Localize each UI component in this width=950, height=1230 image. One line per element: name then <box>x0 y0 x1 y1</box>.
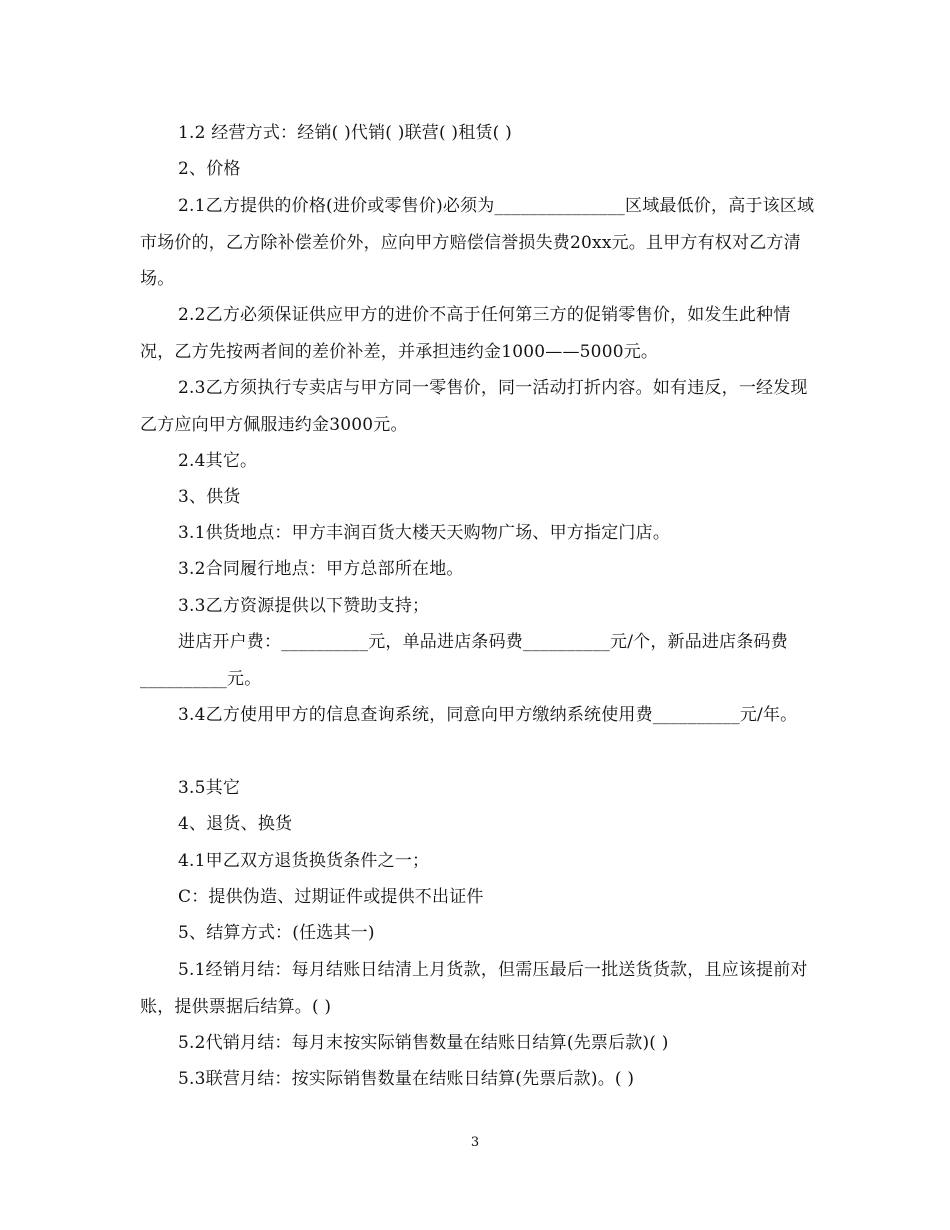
paragraph-1-2-business-mode: 1.2 经营方式：经销( )代销( )联营( )租赁( ) <box>178 123 512 143</box>
paragraph-5-3: 5.3联营月结：按实际销售数量在结账日结算(先票后款)。( ) <box>178 1069 635 1089</box>
heading-3-supply: 3、供货 <box>178 487 241 507</box>
paragraph-2-4: 2.4其它。 <box>178 451 258 471</box>
heading-2-price: 2、价格 <box>178 159 241 179</box>
heading-5-settlement: 5、结算方式：(任选其一) <box>178 923 375 943</box>
paragraph-entry-fees: 进店开户费：__________元，单品进店条码费__________元/个，新品进店条码费__________元。 <box>140 632 788 689</box>
paragraph-2-3: 2.3乙方须执行专卖店与甲方同一零售价，同一活动打折内容。如有违反，一经发现乙方应向甲方佩服违约金3000元。 <box>140 378 808 435</box>
paragraph-4-1: 4.1甲乙双方退货换货条件之一； <box>178 851 430 871</box>
paragraph-2-2: 2.2乙方必须保证供应甲方的进价不高于任何第三方的促销零售价，如发生此种情况，乙方先按两者间的差价补差，并承担违约金1000——5000元。 <box>140 305 791 362</box>
paragraph-2-1: 2.1乙方提供的价格(进价或零售价)必须为_______________区域最低价，高于该区域市场价的，乙方除补偿差价外，应向甲方赔偿信誉损失费20xx元。且甲方有权对乙方清场。 <box>140 196 815 289</box>
heading-4-returns: 4、退货、换货 <box>178 814 293 834</box>
paragraph-5-2: 5.2代销月结：每月末按实际销售数量在结账日结算(先票后款)( ) <box>178 1033 669 1053</box>
page-number: 3 <box>470 1135 480 1150</box>
paragraph-3-1: 3.1供货地点：甲方丰润百货大楼天天购物广场、甲方指定门店。 <box>178 523 671 543</box>
paragraph-3-3: 3.3乙方资源提供以下赞助支持； <box>178 596 430 616</box>
paragraph-c: C：提供伪造、过期证件或提供不出证件 <box>178 887 484 907</box>
paragraph-3-4: 3.4乙方使用甲方的信息查询系统，同意向甲方缴纳系统使用费__________元/年。 <box>178 705 798 725</box>
paragraph-3-5: 3.5其它 <box>178 778 241 798</box>
paragraph-5-1: 5.1经销月结：每月结账日结清上月货款，但需压最后一批送货货款，且应该提前对账，提供票据后结算。( ) <box>140 960 808 1017</box>
paragraph-3-2: 3.2合同履行地点：甲方总部所在地。 <box>178 559 464 579</box>
